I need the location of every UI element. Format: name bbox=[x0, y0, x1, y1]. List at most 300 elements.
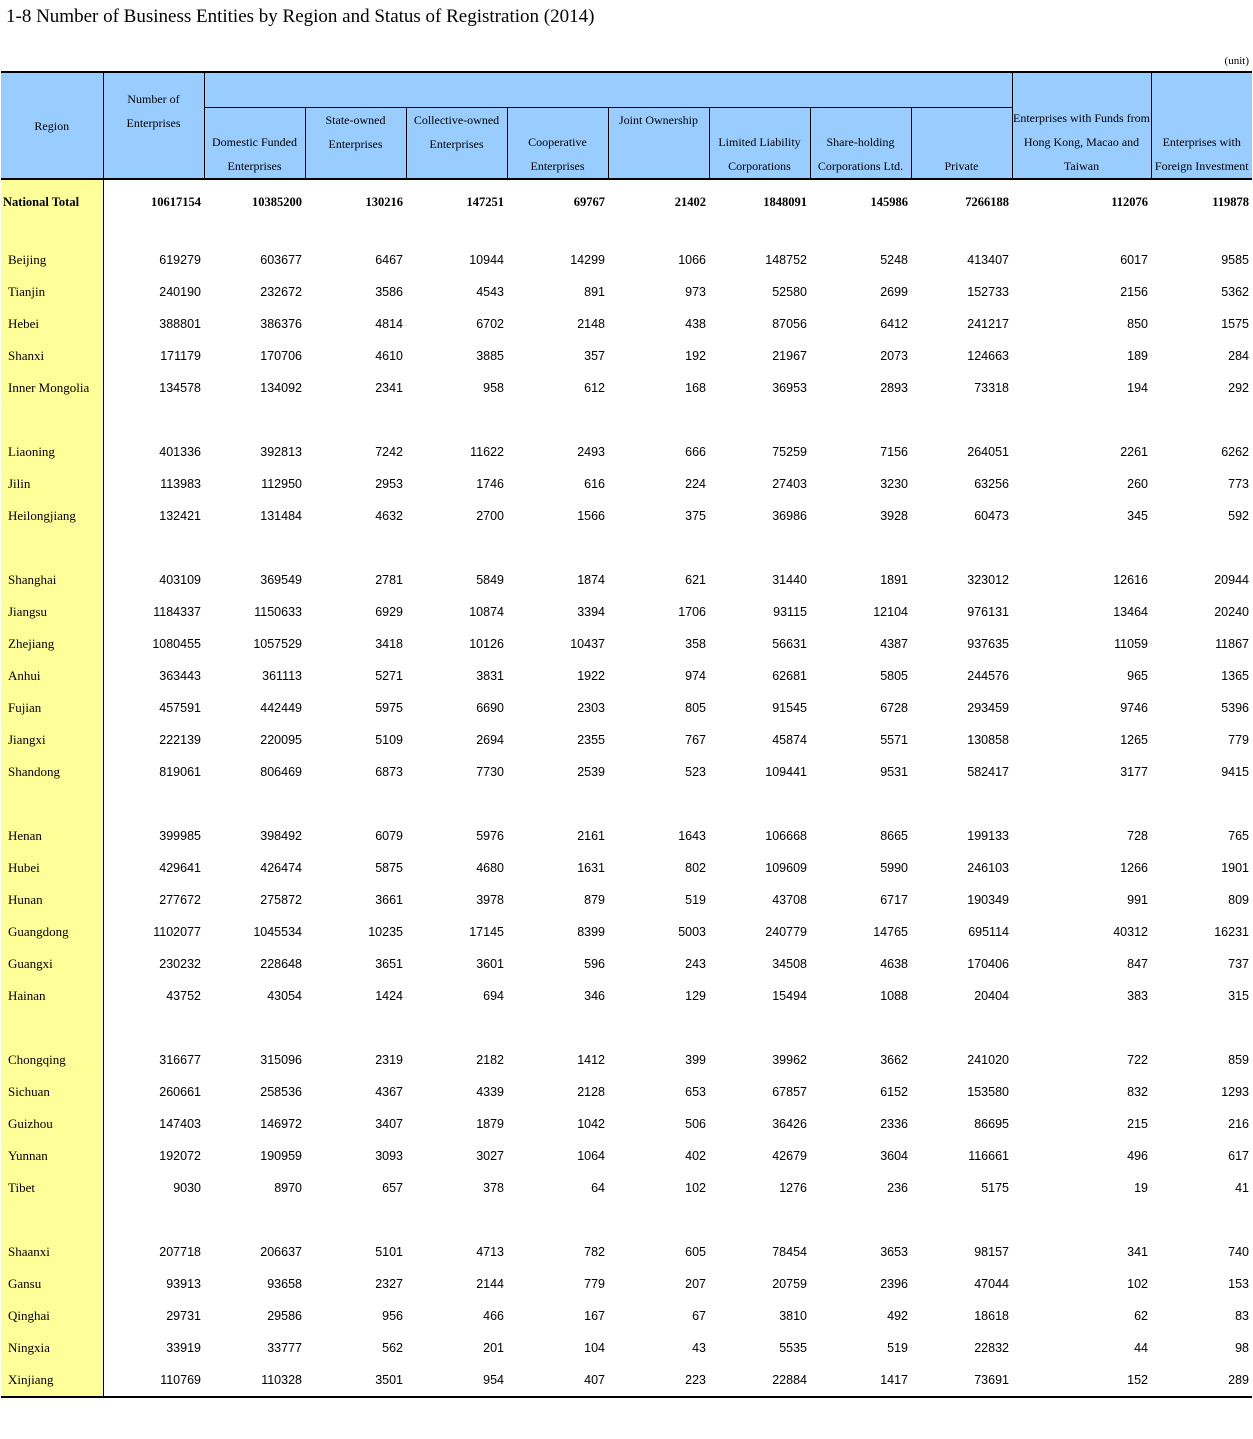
value-cell: 29731 bbox=[166, 1309, 201, 1323]
value-cell: 401336 bbox=[159, 445, 201, 459]
value-cell: 22832 bbox=[974, 1341, 1009, 1355]
value-cell: 399 bbox=[685, 1053, 706, 1067]
value-cell: 18618 bbox=[974, 1309, 1009, 1323]
table-row bbox=[1, 340, 1252, 372]
value-cell: 36986 bbox=[772, 509, 807, 523]
value-cell: 10385200 bbox=[252, 194, 302, 209]
value-cell: 9531 bbox=[880, 765, 908, 779]
value-cell: 3177 bbox=[1120, 765, 1148, 779]
value-cell: 5109 bbox=[375, 733, 403, 747]
region-cell: Anhui bbox=[1, 660, 103, 692]
value-cell: 7242 bbox=[375, 445, 403, 459]
value-cell: 11059 bbox=[1114, 637, 1148, 651]
header-private: Private bbox=[911, 108, 1012, 180]
value-cell: 292 bbox=[1228, 381, 1249, 395]
value-cell: 2327 bbox=[375, 1277, 403, 1291]
value-cell: 378 bbox=[483, 1181, 504, 1195]
value-cell: 223 bbox=[608, 1364, 709, 1397]
value-cell: 12104 bbox=[873, 605, 908, 619]
national-total-row bbox=[1, 179, 1252, 224]
value-cell: 3810 bbox=[779, 1309, 807, 1323]
value-cell: 5271 bbox=[375, 669, 403, 683]
value-cell: 1265 bbox=[1120, 733, 1148, 747]
region-cell: Guangxi bbox=[1, 948, 103, 980]
value-cell: 8665 bbox=[880, 829, 908, 843]
table-row bbox=[1, 1108, 1252, 1140]
value-cell: 110769 bbox=[103, 1364, 204, 1397]
value-cell: 199133 bbox=[967, 829, 1009, 843]
value-cell: 323012 bbox=[967, 573, 1009, 587]
value-cell: 189 bbox=[1127, 349, 1148, 363]
value-cell: 119878 bbox=[1212, 194, 1249, 209]
value-cell: 241020 bbox=[967, 1053, 1009, 1067]
header-cooperative: Cooperative Enterprises bbox=[507, 108, 608, 180]
value-cell: 345 bbox=[1127, 509, 1148, 523]
value-cell: 398492 bbox=[260, 829, 302, 843]
region-cell: National Total bbox=[1, 179, 103, 224]
table-row bbox=[1, 1172, 1252, 1204]
value-cell: 5003 bbox=[678, 925, 706, 939]
value-cell: 20240 bbox=[1214, 605, 1249, 619]
value-cell: 2539 bbox=[577, 765, 605, 779]
spacer-row bbox=[1, 1204, 1252, 1236]
value-cell: 244576 bbox=[967, 669, 1009, 683]
value-cell: 315096 bbox=[260, 1053, 302, 1067]
value-cell: 6690 bbox=[476, 701, 504, 715]
table-row bbox=[1, 1044, 1252, 1076]
value-cell: 832 bbox=[1127, 1085, 1148, 1099]
value-cell: 3027 bbox=[476, 1149, 504, 1163]
value-cell: 260 bbox=[1127, 477, 1148, 491]
value-cell: 20944 bbox=[1214, 573, 1249, 587]
value-cell: 17145 bbox=[469, 925, 504, 939]
value-cell: 153580 bbox=[967, 1085, 1009, 1099]
value-cell: 5805 bbox=[880, 669, 908, 683]
value-cell: 1184337 bbox=[153, 605, 201, 619]
value-cell: 5362 bbox=[1221, 285, 1249, 299]
table-row bbox=[1, 1236, 1252, 1268]
value-cell: 275872 bbox=[260, 893, 302, 907]
value-cell: 6929 bbox=[375, 605, 403, 619]
value-cell: 506 bbox=[685, 1117, 706, 1131]
business-entities-table bbox=[1, 71, 1252, 1398]
region-cell: Hainan bbox=[1, 980, 103, 1012]
value-cell: 5101 bbox=[375, 1245, 403, 1259]
value-cell: 1266 bbox=[1120, 861, 1148, 875]
value-cell: 13464 bbox=[1113, 605, 1148, 619]
value-cell: 91545 bbox=[772, 701, 807, 715]
value-cell: 69767 bbox=[573, 194, 605, 209]
value-cell: 369549 bbox=[260, 573, 302, 587]
value-cell: 6262 bbox=[1221, 445, 1249, 459]
region-cell: Gansu bbox=[1, 1268, 103, 1300]
value-cell: 27403 bbox=[772, 477, 807, 491]
value-cell: 134578 bbox=[159, 381, 201, 395]
value-cell: 802 bbox=[685, 861, 706, 875]
value-cell: 134092 bbox=[260, 381, 302, 395]
page-title: 1-8 Number of Business Entities by Region and Status of Registration (2014) bbox=[6, 6, 595, 27]
value-cell: 4367 bbox=[375, 1085, 403, 1099]
table-header bbox=[1, 72, 1252, 179]
value-cell: 4713 bbox=[476, 1245, 504, 1259]
value-cell: 5875 bbox=[375, 861, 403, 875]
value-cell: 47044 bbox=[974, 1277, 1009, 1291]
value-cell: 168 bbox=[685, 381, 706, 395]
value-cell: 243 bbox=[685, 957, 706, 971]
header-state-owned: State-owned Enterprises bbox=[305, 108, 406, 180]
value-cell: 603677 bbox=[260, 253, 302, 267]
value-cell: 1746 bbox=[476, 477, 504, 491]
header-joint: Joint Ownership bbox=[608, 108, 709, 180]
value-cell: 8970 bbox=[274, 1181, 302, 1195]
value-cell: 87056 bbox=[772, 317, 807, 331]
value-cell: 83 bbox=[1235, 1309, 1249, 1323]
value-cell: 316677 bbox=[159, 1053, 201, 1067]
value-cell: 40312 bbox=[1113, 925, 1148, 939]
value-cell: 207718 bbox=[159, 1245, 201, 1259]
table-row bbox=[1, 884, 1252, 916]
value-cell: 5396 bbox=[1221, 701, 1249, 715]
value-cell: 130216 bbox=[365, 194, 403, 209]
value-cell: 5849 bbox=[476, 573, 504, 587]
value-cell: 7266188 bbox=[965, 194, 1009, 209]
value-cell: 5535 bbox=[779, 1341, 807, 1355]
value-cell: 621 bbox=[685, 573, 706, 587]
value-cell: 666 bbox=[685, 445, 706, 459]
value-cell: 728 bbox=[1127, 829, 1148, 843]
table-row bbox=[1, 468, 1252, 500]
value-cell: 965 bbox=[1127, 669, 1148, 683]
value-cell: 284 bbox=[1228, 349, 1249, 363]
value-cell: 974 bbox=[685, 669, 706, 683]
value-cell: 21402 bbox=[674, 194, 706, 209]
value-cell: 102 bbox=[1127, 1277, 1148, 1291]
value-cell: 3653 bbox=[880, 1245, 908, 1259]
region-cell: Shanxi bbox=[1, 340, 103, 372]
value-cell: 171179 bbox=[160, 349, 201, 363]
value-cell: 413407 bbox=[967, 253, 1009, 267]
value-cell: 1080455 bbox=[152, 637, 201, 651]
value-cell: 779 bbox=[1228, 733, 1249, 747]
value-cell: 605 bbox=[685, 1245, 706, 1259]
value-cell: 60473 bbox=[974, 509, 1009, 523]
value-cell: 102 bbox=[685, 1181, 706, 1195]
value-cell: 4680 bbox=[476, 861, 504, 875]
value-cell: 293459 bbox=[967, 701, 1009, 715]
value-cell: 2148 bbox=[577, 317, 605, 331]
region-cell: Xinjiang bbox=[1, 1364, 103, 1397]
value-cell: 2396 bbox=[880, 1277, 908, 1291]
table-row bbox=[1, 1076, 1252, 1108]
value-cell: 6412 bbox=[880, 317, 908, 331]
value-cell: 152733 bbox=[967, 285, 1009, 299]
region-cell: Jiangsu bbox=[1, 596, 103, 628]
value-cell: 773 bbox=[1228, 477, 1249, 491]
value-cell: 52580 bbox=[772, 285, 807, 299]
value-cell: 1045534 bbox=[253, 925, 302, 939]
table-row bbox=[1, 436, 1252, 468]
unit-label: (unit) bbox=[1224, 55, 1249, 67]
value-cell: 2493 bbox=[577, 445, 605, 459]
value-cell: 976131 bbox=[967, 605, 1009, 619]
value-cell: 20404 bbox=[974, 989, 1009, 1003]
value-cell: 7730 bbox=[476, 765, 504, 779]
value-cell: 6873 bbox=[375, 765, 403, 779]
value-cell: 43054 bbox=[267, 989, 302, 1003]
value-cell: 616 bbox=[584, 477, 605, 491]
value-cell: 3978 bbox=[476, 893, 504, 907]
value-cell: 207 bbox=[685, 1277, 706, 1291]
value-cell: 190349 bbox=[967, 893, 1009, 907]
value-cell: 694 bbox=[483, 989, 504, 1003]
value-cell: 429641 bbox=[159, 861, 201, 875]
value-cell: 14765 bbox=[873, 925, 908, 939]
value-cell: 106668 bbox=[765, 829, 807, 843]
value-cell: 64 bbox=[591, 1181, 605, 1195]
region-cell: Heilongjiang bbox=[1, 500, 103, 532]
table-row bbox=[1, 628, 1252, 660]
value-cell: 167 bbox=[584, 1309, 605, 1323]
value-cell: 258536 bbox=[260, 1085, 302, 1099]
value-cell: 3586 bbox=[375, 285, 403, 299]
value-cell: 277672 bbox=[159, 893, 201, 907]
value-cell: 596 bbox=[584, 957, 605, 971]
value-cell: 170706 bbox=[260, 349, 302, 363]
value-cell: 5976 bbox=[476, 829, 504, 843]
value-cell: 153 bbox=[1228, 1277, 1249, 1291]
value-cell: 5571 bbox=[880, 733, 908, 747]
value-cell: 2953 bbox=[375, 477, 403, 491]
value-cell: 1643 bbox=[678, 829, 706, 843]
value-cell: 43708 bbox=[772, 893, 807, 907]
value-cell: 9415 bbox=[1221, 765, 1249, 779]
value-cell: 6702 bbox=[476, 317, 504, 331]
value-cell: 805 bbox=[685, 701, 706, 715]
value-cell: 2699 bbox=[880, 285, 908, 299]
spacer-row bbox=[1, 788, 1252, 820]
region-cell: Liaoning bbox=[1, 436, 103, 468]
value-cell: 3651 bbox=[375, 957, 403, 971]
value-cell: 39962 bbox=[772, 1053, 807, 1067]
value-cell: 42679 bbox=[772, 1149, 807, 1163]
region-cell: Zhejiang bbox=[1, 628, 103, 660]
value-cell: 388801 bbox=[159, 317, 201, 331]
value-cell: 1057529 bbox=[253, 637, 302, 651]
value-cell: 112076 bbox=[1111, 194, 1148, 209]
value-cell: 132421 bbox=[159, 509, 201, 523]
value-cell: 124663 bbox=[967, 349, 1009, 363]
table-row bbox=[1, 564, 1252, 596]
value-cell: 850 bbox=[1127, 317, 1148, 331]
value-cell: 201 bbox=[483, 1341, 504, 1355]
value-cell: 264051 bbox=[967, 445, 1009, 459]
value-cell: 4632 bbox=[375, 509, 403, 523]
value-cell: 5990 bbox=[880, 861, 908, 875]
table-row bbox=[1, 372, 1252, 404]
value-cell: 2336 bbox=[880, 1117, 908, 1131]
value-cell: 78454 bbox=[772, 1245, 807, 1259]
value-cell: 289 bbox=[1151, 1364, 1252, 1397]
value-cell: 1293 bbox=[1221, 1085, 1249, 1099]
value-cell: 399985 bbox=[159, 829, 201, 843]
spacer-row bbox=[1, 532, 1252, 564]
value-cell: 10874 bbox=[469, 605, 504, 619]
value-cell: 1066 bbox=[678, 253, 706, 267]
value-cell: 10437 bbox=[570, 637, 605, 651]
value-cell: 43 bbox=[692, 1341, 706, 1355]
value-cell: 67 bbox=[692, 1309, 706, 1323]
value-cell: 75259 bbox=[772, 445, 807, 459]
value-cell: 152 bbox=[1012, 1364, 1151, 1397]
region-cell: Guizhou bbox=[1, 1108, 103, 1140]
region-cell: Beijing bbox=[1, 244, 103, 276]
value-cell: 73691 bbox=[911, 1364, 1012, 1397]
value-cell: 653 bbox=[685, 1085, 706, 1099]
value-cell: 2694 bbox=[476, 733, 504, 747]
value-cell: 29586 bbox=[267, 1309, 302, 1323]
value-cell: 782 bbox=[584, 1245, 605, 1259]
region-cell: Tianjin bbox=[1, 276, 103, 308]
value-cell: 438 bbox=[685, 317, 706, 331]
value-cell: 112950 bbox=[261, 477, 302, 491]
value-cell: 346 bbox=[584, 989, 605, 1003]
value-cell: 1276 bbox=[779, 1181, 807, 1195]
value-cell: 859 bbox=[1228, 1053, 1249, 1067]
value-cell: 240190 bbox=[159, 285, 201, 299]
value-cell: 240779 bbox=[765, 925, 807, 939]
value-cell: 767 bbox=[685, 733, 706, 747]
value-cell: 130858 bbox=[967, 733, 1009, 747]
value-cell: 2303 bbox=[577, 701, 605, 715]
value-cell: 45874 bbox=[772, 733, 807, 747]
region-cell: Jilin bbox=[1, 468, 103, 500]
table-row bbox=[1, 820, 1252, 852]
value-cell: 8399 bbox=[577, 925, 605, 939]
header-share-holding: Share-holding Corporations Ltd. bbox=[810, 108, 911, 180]
value-cell: 147251 bbox=[466, 194, 504, 209]
value-cell: 1631 bbox=[577, 861, 605, 875]
value-cell: 2355 bbox=[577, 733, 605, 747]
value-cell: 1901 bbox=[1221, 861, 1249, 875]
value-cell: 3601 bbox=[476, 957, 504, 971]
value-cell: 12616 bbox=[1113, 573, 1148, 587]
region-cell: Tibet bbox=[1, 1172, 103, 1204]
value-cell: 236 bbox=[887, 1181, 908, 1195]
region-cell: Qinghai bbox=[1, 1300, 103, 1332]
value-cell: 879 bbox=[584, 893, 605, 907]
value-cell: 145986 bbox=[870, 194, 908, 209]
header-foreign: Enterprises with Foreign Investment bbox=[1151, 72, 1252, 179]
value-cell: 20759 bbox=[772, 1277, 807, 1291]
value-cell: 113983 bbox=[160, 477, 201, 491]
value-cell: 1848091 bbox=[763, 194, 807, 209]
value-cell: 2781 bbox=[375, 573, 403, 587]
value-cell: 44 bbox=[1134, 1341, 1148, 1355]
value-cell: 1891 bbox=[880, 573, 908, 587]
value-cell: 612 bbox=[584, 381, 605, 395]
value-cell: 3418 bbox=[375, 637, 403, 651]
value-cell: 1424 bbox=[375, 989, 403, 1003]
value-cell: 129 bbox=[685, 989, 706, 1003]
value-cell: 375 bbox=[685, 509, 706, 523]
table-row bbox=[1, 276, 1252, 308]
value-cell: 36426 bbox=[772, 1117, 807, 1131]
value-cell: 3230 bbox=[880, 477, 908, 491]
value-cell: 1706 bbox=[678, 605, 706, 619]
value-cell: 1922 bbox=[577, 669, 605, 683]
value-cell: 426474 bbox=[260, 861, 302, 875]
value-cell: 358 bbox=[685, 637, 706, 651]
value-cell: 2700 bbox=[476, 509, 504, 523]
value-cell: 224 bbox=[685, 477, 706, 491]
value-cell: 260661 bbox=[159, 1085, 201, 1099]
value-cell: 891 bbox=[584, 285, 605, 299]
value-cell: 3501 bbox=[305, 1364, 406, 1397]
value-cell: 3885 bbox=[476, 349, 504, 363]
region-cell: Chongqing bbox=[1, 1044, 103, 1076]
value-cell: 63256 bbox=[974, 477, 1009, 491]
value-cell: 737 bbox=[1228, 957, 1249, 971]
value-cell: 7156 bbox=[880, 445, 908, 459]
value-cell: 6017 bbox=[1120, 253, 1148, 267]
value-cell: 1874 bbox=[577, 573, 605, 587]
value-cell: 3662 bbox=[880, 1053, 908, 1067]
value-cell: 131484 bbox=[260, 509, 302, 523]
value-cell: 10235 bbox=[368, 925, 403, 939]
region-cell: Fujian bbox=[1, 692, 103, 724]
value-cell: 991 bbox=[1127, 893, 1148, 907]
value-cell: 958 bbox=[483, 381, 504, 395]
value-cell: 457591 bbox=[159, 701, 201, 715]
value-cell: 98157 bbox=[974, 1245, 1009, 1259]
value-cell: 148752 bbox=[765, 253, 807, 267]
value-cell: 33919 bbox=[166, 1341, 201, 1355]
value-cell: 442449 bbox=[260, 701, 302, 715]
value-cell: 146972 bbox=[260, 1117, 302, 1131]
table-row bbox=[1, 660, 1252, 692]
value-cell: 392813 bbox=[260, 445, 302, 459]
value-cell: 6728 bbox=[880, 701, 908, 715]
header-collective: Collective-owned Enterprises bbox=[406, 108, 507, 180]
value-cell: 98 bbox=[1235, 1341, 1249, 1355]
value-cell: 110328 bbox=[204, 1364, 305, 1397]
value-cell: 10944 bbox=[469, 253, 504, 267]
table-body bbox=[1, 179, 1252, 1397]
value-cell: 4339 bbox=[476, 1085, 504, 1099]
value-cell: 657 bbox=[382, 1181, 403, 1195]
value-cell: 73318 bbox=[974, 381, 1009, 395]
header-llc: Limited Liability Corporations bbox=[709, 108, 810, 180]
value-cell: 4814 bbox=[375, 317, 403, 331]
value-cell: 1102077 bbox=[153, 925, 201, 939]
spacer-row bbox=[1, 224, 1252, 244]
value-cell: 56631 bbox=[772, 637, 807, 651]
value-cell: 241217 bbox=[967, 317, 1009, 331]
region-cell: Henan bbox=[1, 820, 103, 852]
value-cell: 582417 bbox=[967, 765, 1009, 779]
table-row bbox=[1, 916, 1252, 948]
value-cell: 6079 bbox=[375, 829, 403, 843]
table-row bbox=[1, 756, 1252, 788]
value-cell: 847 bbox=[1127, 957, 1148, 971]
value-cell: 1417 bbox=[810, 1364, 911, 1397]
region-cell: Shaanxi bbox=[1, 1236, 103, 1268]
region-cell: Shandong bbox=[1, 756, 103, 788]
value-cell: 62 bbox=[1134, 1309, 1148, 1323]
value-cell: 492 bbox=[887, 1309, 908, 1323]
value-cell: 3604 bbox=[880, 1149, 908, 1163]
value-cell: 10126 bbox=[469, 637, 504, 651]
